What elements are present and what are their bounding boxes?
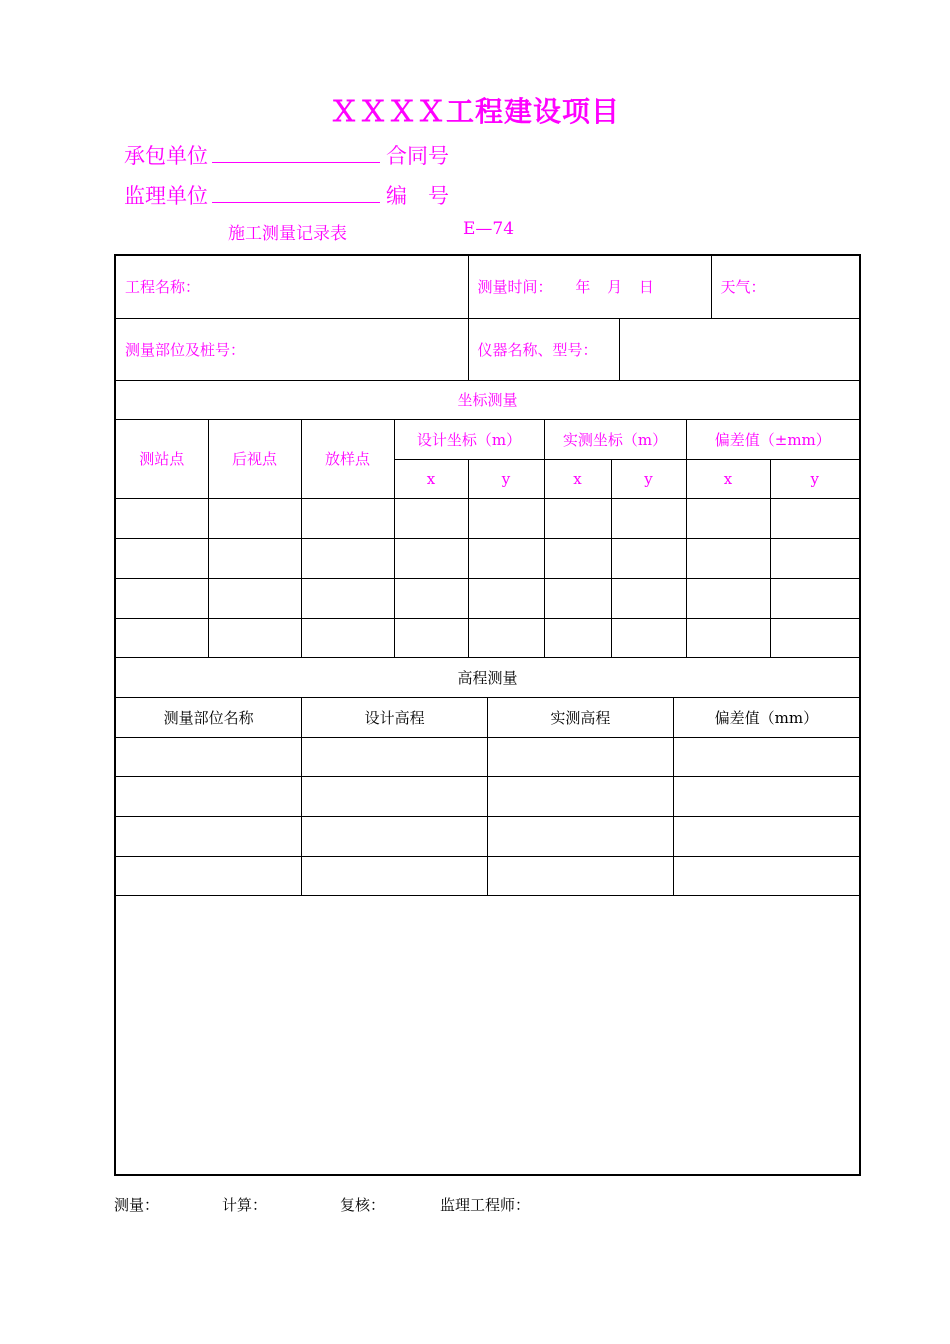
instrument-cell xyxy=(468,318,860,380)
elev-row-inner xyxy=(116,857,859,895)
elev-cell[interactable] xyxy=(673,817,859,856)
contract-no-label: 合同号 xyxy=(386,144,449,168)
elev-cell[interactable] xyxy=(673,738,859,776)
coord-cell[interactable] xyxy=(611,578,686,618)
coord-cell[interactable] xyxy=(770,498,860,538)
serial-label: 编 号 xyxy=(386,184,449,208)
col-measured-coord: 实测坐标（m） xyxy=(544,419,686,459)
contractor-label: 承包单位 xyxy=(124,144,208,168)
coord-section-title: 坐标测量 xyxy=(115,380,860,419)
design-x: x xyxy=(394,459,468,498)
coord-row xyxy=(115,498,860,538)
coord-row xyxy=(115,618,860,657)
coord-row xyxy=(115,578,860,618)
coord-cell[interactable] xyxy=(301,578,394,618)
coord-cell[interactable] xyxy=(611,618,686,657)
coord-cell[interactable] xyxy=(544,538,611,578)
coord-cell[interactable] xyxy=(468,498,544,538)
coord-cell[interactable] xyxy=(770,538,860,578)
elev-cell[interactable] xyxy=(488,817,674,856)
coord-cell[interactable] xyxy=(301,498,394,538)
coord-cell[interactable] xyxy=(394,538,468,578)
coord-cell[interactable] xyxy=(686,618,770,657)
contractor-line xyxy=(124,140,449,170)
elev-row xyxy=(115,776,860,816)
coord-cell[interactable] xyxy=(611,538,686,578)
checker-label: 复核： xyxy=(340,1196,386,1214)
project-name-label: 工程名称： xyxy=(125,278,201,297)
coord-cell[interactable] xyxy=(115,618,208,657)
survey-time-cell[interactable] xyxy=(469,256,712,318)
form-title: 施工测量记录表 xyxy=(228,224,347,244)
survey-location-cell[interactable] xyxy=(115,318,468,380)
col-elev-location: 测量部位名称 xyxy=(163,708,254,727)
instrument-label: 仪器名称、型号： xyxy=(477,340,598,359)
surveyor-label: 测量： xyxy=(114,1196,160,1214)
coord-cell[interactable] xyxy=(115,498,208,538)
coord-cell[interactable] xyxy=(686,578,770,618)
coord-cell[interactable] xyxy=(770,618,860,657)
time-weather-cell xyxy=(468,255,860,318)
measured-y: y xyxy=(611,459,686,498)
elev-header-cell xyxy=(115,697,860,737)
coord-cell[interactable] xyxy=(208,578,301,618)
coord-cell[interactable] xyxy=(468,578,544,618)
survey-time-label: 测量时间： xyxy=(477,278,553,297)
coord-cell[interactable] xyxy=(544,498,611,538)
coord-cell[interactable] xyxy=(208,538,301,578)
col-stakeout: 放样点 xyxy=(301,419,394,498)
weather-cell[interactable] xyxy=(711,256,859,318)
supervisor-blank[interactable] xyxy=(212,184,380,203)
deviation-x: x xyxy=(686,459,770,498)
elev-section-title: 高程测量 xyxy=(115,657,860,697)
coord-cell[interactable] xyxy=(686,498,770,538)
coord-cell[interactable] xyxy=(115,578,208,618)
page-title: ＸＸＸＸ工程建设项目 xyxy=(329,95,620,128)
elev-cell[interactable] xyxy=(116,817,302,856)
col-deviation: 偏差值（±mm） xyxy=(686,419,860,459)
design-y: y xyxy=(468,459,544,498)
supervising-engineer-label: 监理工程师： xyxy=(440,1196,531,1214)
coord-cell[interactable] xyxy=(468,538,544,578)
form-code: E—74 xyxy=(463,219,515,239)
project-name-cell[interactable] xyxy=(115,255,468,318)
calculator-label: 计算： xyxy=(222,1196,268,1214)
supervisor-label: 监理单位 xyxy=(124,184,208,208)
coord-cell[interactable] xyxy=(544,618,611,657)
elev-row xyxy=(115,737,860,776)
elev-cell[interactable] xyxy=(673,777,859,816)
coord-cell[interactable] xyxy=(394,498,468,538)
elev-cell[interactable] xyxy=(488,857,674,895)
remarks-area[interactable] xyxy=(115,895,860,1175)
weather-label: 天气： xyxy=(720,278,766,297)
survey-record-table xyxy=(114,254,861,1176)
coord-cell[interactable] xyxy=(208,618,301,657)
col-elev-design: 设计高程 xyxy=(302,698,488,737)
elev-cell[interactable] xyxy=(673,857,859,895)
measured-x: x xyxy=(544,459,611,498)
elev-cell[interactable] xyxy=(302,817,488,856)
elev-cell[interactable] xyxy=(116,777,302,816)
col-backsight: 后视点 xyxy=(208,419,301,498)
coord-cell[interactable] xyxy=(394,578,468,618)
coord-cell[interactable] xyxy=(544,578,611,618)
col-design-coord: 设计坐标（m） xyxy=(394,419,544,459)
elev-header-inner xyxy=(116,698,859,737)
coord-row xyxy=(115,538,860,578)
col-elev-deviation: 偏差值（mm） xyxy=(673,698,859,737)
col-elev-measured: 实测高程 xyxy=(488,698,674,737)
elev-cell[interactable] xyxy=(302,777,488,816)
instrument-inner xyxy=(469,319,860,380)
coord-cell[interactable] xyxy=(394,618,468,657)
coord-cell[interactable] xyxy=(208,498,301,538)
elev-cell[interactable] xyxy=(488,777,674,816)
coord-cell[interactable] xyxy=(301,618,394,657)
elev-cell[interactable] xyxy=(302,738,488,776)
year-label: 年 xyxy=(575,278,591,297)
elev-row-inner xyxy=(116,738,859,776)
coord-cell[interactable] xyxy=(115,538,208,578)
elev-row-inner xyxy=(116,817,859,856)
day-label: 日 xyxy=(638,278,654,297)
contractor-blank[interactable] xyxy=(212,144,380,163)
supervisor-line xyxy=(124,180,449,210)
elev-cell[interactable] xyxy=(302,857,488,895)
deviation-y: y xyxy=(770,459,860,498)
elev-cell[interactable] xyxy=(116,857,302,895)
elev-cell[interactable] xyxy=(488,738,674,776)
coord-cell[interactable] xyxy=(301,538,394,578)
col-station: 测站点 xyxy=(115,419,208,498)
coord-cell[interactable] xyxy=(686,538,770,578)
elev-row xyxy=(115,816,860,856)
elev-row-inner xyxy=(116,777,859,816)
elev-row xyxy=(115,856,860,895)
month-label: 月 xyxy=(607,278,623,297)
coord-cell[interactable] xyxy=(468,618,544,657)
elev-cell[interactable] xyxy=(116,738,302,776)
instrument-value-cell[interactable] xyxy=(619,319,859,380)
survey-location-label: 测量部位及桩号： xyxy=(125,340,246,359)
instrument-label-cell xyxy=(469,319,620,380)
coord-cell[interactable] xyxy=(770,578,860,618)
coord-cell[interactable] xyxy=(611,498,686,538)
time-weather-inner xyxy=(469,256,860,318)
